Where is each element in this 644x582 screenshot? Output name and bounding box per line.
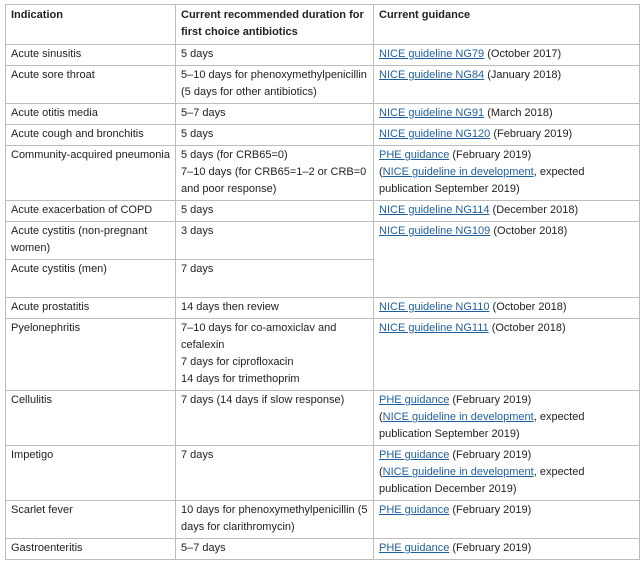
indication-cell: Cellulitis — [6, 391, 176, 446]
duration-line: 14 days then review — [181, 301, 279, 313]
guidance-line — [379, 540, 634, 557]
duration-line: 5 days — [181, 128, 214, 140]
guidance-cell — [374, 298, 640, 319]
guidance-link[interactable]: NICE guideline NG79 — [379, 48, 485, 60]
guidance-link[interactable]: NICE guideline NG111 — [379, 322, 489, 334]
guidance-line — [379, 67, 634, 84]
guidance-text: (February 2019) — [490, 128, 573, 140]
guidance-text: (February 2019) — [449, 149, 532, 161]
guidance-link[interactable]: NICE guideline NG91 — [379, 107, 485, 119]
guidance-text: (February 2019) — [449, 394, 532, 406]
duration-line: 7 days — [181, 263, 214, 275]
guidance-cell — [374, 539, 640, 560]
guidance-line — [379, 223, 634, 240]
duration-line: 7 days — [181, 449, 214, 461]
duration-cell — [176, 391, 374, 446]
duration-cell — [176, 66, 374, 104]
guidance-link[interactable]: NICE guideline in development — [382, 166, 534, 178]
duration-cell — [176, 539, 374, 560]
guidance-line — [379, 164, 634, 198]
duration-line: 7 days (14 days if slow response) — [181, 394, 345, 406]
duration-cell — [176, 104, 374, 125]
header-guidance: Current guidance — [374, 5, 640, 45]
indication-cell: Scarlet fever — [6, 501, 176, 539]
guidance-text: (October 2018) — [488, 322, 566, 334]
guidance-line — [379, 147, 634, 164]
indication-cell: Community-acquired pneumonia — [6, 146, 176, 201]
table-body — [6, 45, 640, 560]
guidance-link[interactable]: NICE guideline NG114 — [379, 204, 490, 216]
duration-line: 5–10 days for phenoxymethylpenicillin (5 days for other antibiotics) — [181, 69, 367, 98]
guidance-link[interactable]: PHE guidance — [379, 504, 450, 516]
duration-line: 7–10 days (for CRB65=1–2 or CRB=0 and poor response) — [181, 166, 367, 195]
guidance-line — [379, 105, 634, 122]
indication-cell: Acute prostatitis — [6, 298, 176, 319]
guidance-text: (March 2018) — [484, 107, 553, 119]
guidance-cell — [374, 66, 640, 104]
duration-line: 5–7 days — [181, 107, 226, 119]
guidance-cell — [374, 319, 640, 391]
guidance-cell — [374, 446, 640, 501]
indication-cell: Impetigo — [6, 446, 176, 501]
guidance-text: , expected publication December 2019) — [379, 466, 585, 495]
guidance-cell — [374, 104, 640, 125]
guidance-link[interactable]: NICE guideline NG84 — [379, 69, 485, 81]
guidance-link[interactable]: NICE guideline in development — [382, 411, 534, 423]
table-row — [6, 146, 640, 201]
indication-cell: Acute cough and bronchitis — [6, 125, 176, 146]
duration-line: 3 days — [181, 225, 214, 237]
table-row — [6, 391, 640, 446]
guidance-cell — [374, 201, 640, 222]
guidance-text: (February 2019) — [449, 449, 532, 461]
table-row — [6, 222, 640, 260]
guidance-cell — [374, 45, 640, 66]
duration-cell — [176, 319, 374, 391]
guidance-link[interactable]: PHE guidance — [379, 542, 450, 554]
table-row — [6, 66, 640, 104]
duration-line: 5 days (for CRB65=0) — [181, 149, 288, 161]
guidance-cell — [374, 391, 640, 446]
header-duration: Current recommended duration for first choice antibiotics — [176, 5, 374, 45]
guidance-line — [379, 502, 634, 519]
table-row — [6, 298, 640, 319]
guidance-line — [379, 46, 634, 63]
duration-line: 5 days — [181, 48, 214, 60]
table-header-row — [6, 5, 640, 45]
duration-cell — [176, 146, 374, 201]
table-row — [6, 125, 640, 146]
guidance-link[interactable]: PHE guidance — [379, 449, 450, 461]
guidance-text: (January 2018) — [484, 69, 562, 81]
guidance-link[interactable]: NICE guideline NG120 — [379, 128, 491, 140]
duration-cell — [176, 298, 374, 319]
guidance-line — [379, 202, 634, 219]
guidance-text: , expected publication September 2019) — [379, 411, 585, 440]
table-row — [6, 319, 640, 391]
guidance-cell — [374, 501, 640, 539]
duration-line: 7–10 days for co-amoxiclav and cefalexin — [181, 322, 337, 351]
duration-cell — [176, 260, 374, 298]
guidance-cell — [374, 222, 640, 298]
duration-line: 14 days for trimethoprim — [181, 373, 300, 385]
table-row — [6, 501, 640, 539]
antibiotic-duration-table — [5, 4, 640, 560]
guidance-link[interactable]: PHE guidance — [379, 394, 450, 406]
indication-cell: Pyelonephritis — [6, 319, 176, 391]
duration-line: 5 days — [181, 204, 214, 216]
guidance-prefix: ( — [379, 466, 383, 478]
guidance-line — [379, 447, 634, 464]
indication-cell: Acute otitis media — [6, 104, 176, 125]
indication-cell: Gastroenteritis — [6, 539, 176, 560]
guidance-text: (December 2018) — [489, 204, 579, 216]
guidance-prefix: ( — [379, 411, 383, 423]
guidance-text: (October 2018) — [489, 301, 567, 313]
guidance-line — [379, 320, 634, 337]
duration-line: 5–7 days — [181, 542, 226, 554]
guidance-line — [379, 464, 634, 498]
guidance-link[interactable]: NICE guideline in development — [382, 466, 534, 478]
guidance-prefix: ( — [379, 166, 383, 178]
indication-cell: Acute cystitis (non-pregnant women) — [6, 222, 176, 260]
indication-cell: Acute exacerbation of COPD — [6, 201, 176, 222]
duration-cell — [176, 222, 374, 260]
duration-cell — [176, 446, 374, 501]
duration-cell — [176, 125, 374, 146]
duration-line: 10 days for phenoxymethylpenicillin (5 days for clarithromycin) — [181, 504, 368, 533]
duration-cell — [176, 501, 374, 539]
guidance-line — [379, 126, 634, 143]
indication-cell: Acute sinusitis — [6, 45, 176, 66]
guidance-cell — [374, 125, 640, 146]
guidance-link[interactable]: PHE guidance — [379, 149, 450, 161]
table-row — [6, 539, 640, 560]
duration-cell — [176, 201, 374, 222]
duration-line: 7 days for ciprofloxacin — [181, 356, 294, 368]
table-row — [6, 104, 640, 125]
table-row — [6, 446, 640, 501]
guidance-line — [379, 299, 634, 316]
guidance-link[interactable]: NICE guideline NG110 — [379, 301, 490, 313]
guidance-text: , expected publication September 2019) — [379, 166, 585, 195]
header-indication: Indication — [6, 5, 176, 45]
guidance-text: (October 2018) — [490, 225, 568, 237]
guidance-text: (February 2019) — [449, 542, 532, 554]
guidance-line — [379, 392, 634, 409]
guidance-cell — [374, 146, 640, 201]
guidance-line — [379, 409, 634, 443]
duration-cell — [176, 45, 374, 66]
table-row — [6, 201, 640, 222]
guidance-text: (February 2019) — [449, 504, 532, 516]
indication-cell: Acute sore throat — [6, 66, 176, 104]
guidance-text: (October 2017) — [484, 48, 562, 60]
indication-cell: Acute cystitis (men) — [6, 260, 176, 298]
table-row — [6, 45, 640, 66]
guidance-link[interactable]: NICE guideline NG109 — [379, 225, 491, 237]
